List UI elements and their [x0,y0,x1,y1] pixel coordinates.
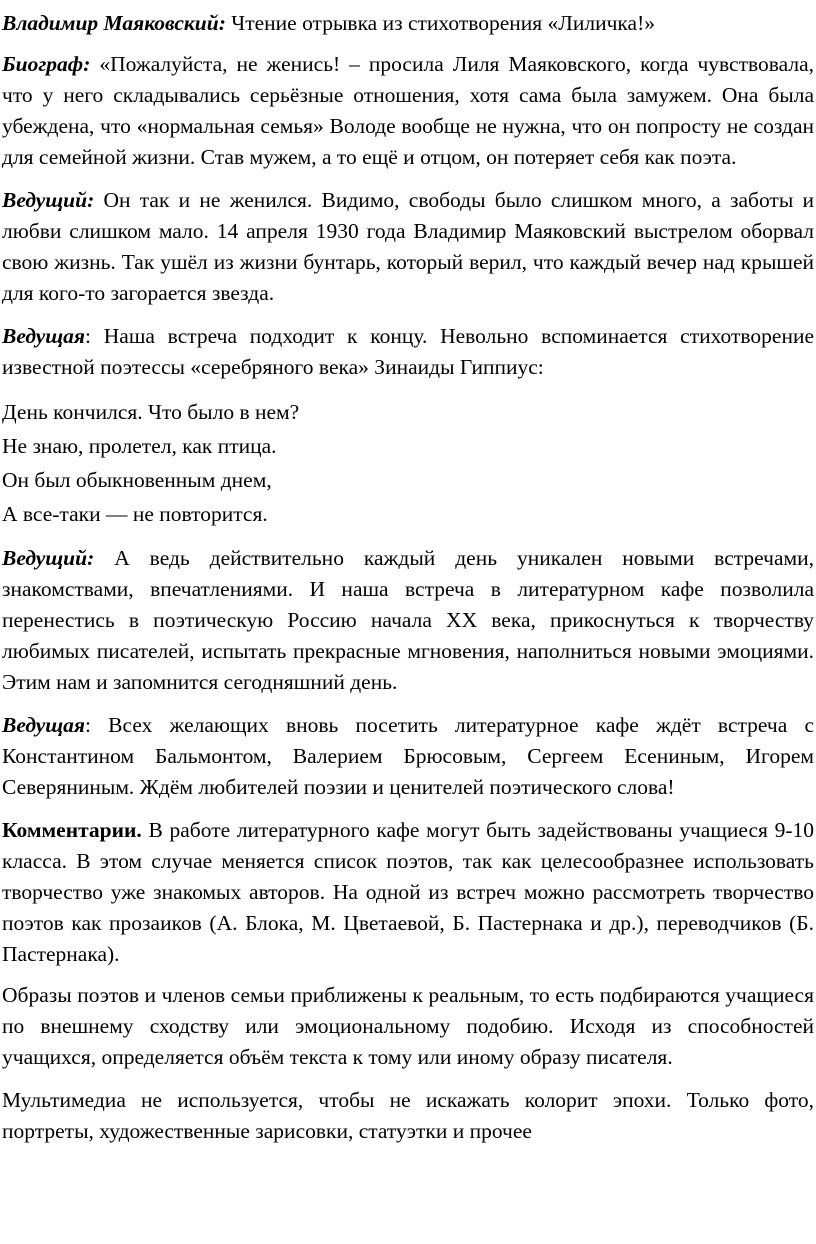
poem-line: Не знаю, пролетел, как птица. [2,434,277,458]
speaker-label: Ведущий: [2,546,95,570]
speaker-label: Ведущий: [2,188,95,212]
speaker-label: Ведущая [2,713,86,737]
poem-line: День кончился. Что было в нем? [2,400,300,424]
paragraph-text: Чтение отрывка из стихотворения «Лиличка!» [225,11,655,35]
paragraph-text: : Наша встреча подходит к концу. Невольно вспоминается стихотворение известной поэтессы «серебряного века» Зинаиды Гиппиус: [2,324,814,379]
paragraph-text: В работе литературного кафе могут быть задействованы учащиеся 9-10 класса. В этом случае меняется список поэтов, так как целесообразнее использовать творчество уже знакомых авторов. На одной из встреч можно рассмотреть творчество поэтов как прозаиков (А. Блока, М. Цветаевой, Б. Пастернака и др.), переводчиков (Б. Пастернака). [2,818,814,966]
poem-block [2,395,814,531]
paragraph-host-male-1 [2,185,814,309]
paragraph-text: : Всех желающих вновь посетить литературное кафе ждёт встреча с Константином Бальмонтом, Валерием Брюсовым, Сергеем Есениным, Игорем Северяниным. Ждём любителей поэзии и ценителей поэтического слова! [2,713,814,799]
paragraph-host-male-2 [2,543,814,698]
comments-label: Комментарии. [2,818,142,842]
paragraph-host-female-1 [2,321,814,383]
paragraph-text: Он так и не женился. Видимо, свободы было слишком много, а заботы и любви слишком мало. 14 апреля 1930 года Владимир Маяковский выстрелом оборвал свою жизнь. Так ушёл из жизни бунтарь, который верил, что каждый вечер над крышей для кого-то загорается звезда. [2,188,814,305]
paragraph-text: «Пожалуйста, не женись! – просила Лиля Маяковского, когда чувствовала, что у него складывались серьёзные отношения, хотя сама была замужем. Она была убеждена, что «нормальная семья» Володе вообще не нужна, что он попросту не создан для семейной жизни. Став мужем, а то ещё и отцом, он потеряет себя как поэта. [2,52,814,169]
paragraph-mayakovsky-reading [2,8,814,39]
speaker-label: Ведущая [2,324,86,348]
paragraph-images-of-poets [2,980,814,1073]
paragraph-text: Мультимедиа не используется, чтобы не искажать колорит эпохи. Только фото, портреты, художественные зарисовки, статуэтки и прочее [2,1088,814,1143]
paragraph-biographer [2,49,814,173]
speaker-label: Владимир Маяковский: [2,11,226,35]
speaker-label: Биограф: [2,52,91,76]
paragraph-comments [2,815,814,970]
paragraph-text: А ведь действительно каждый день уникален новыми встречами, знакомствами, впечатлениями. И наша встреча в литературном кафе позволила перенестись в поэтическую Россию начала XX века, прикоснуться к творчеству любимых писателей, испытать прекрасные мгновения, наполниться новыми эмоциями. Этим нам и запомнится сегодняшний день. [2,546,814,694]
paragraph-host-female-2 [2,710,814,803]
poem-line: А все-таки — не повторится. [2,502,268,526]
paragraph-multimedia [2,1085,814,1147]
paragraph-text: Образы поэтов и членов семьи приближены к реальным, то есть подбираются учащиеся по внешнему сходству или эмоциональному подобию. Исходя из способностей учащихся, определяется объём текста к тому или иному образу писателя. [2,983,814,1069]
poem-line: Он был обыкновенным днем, [2,468,272,492]
